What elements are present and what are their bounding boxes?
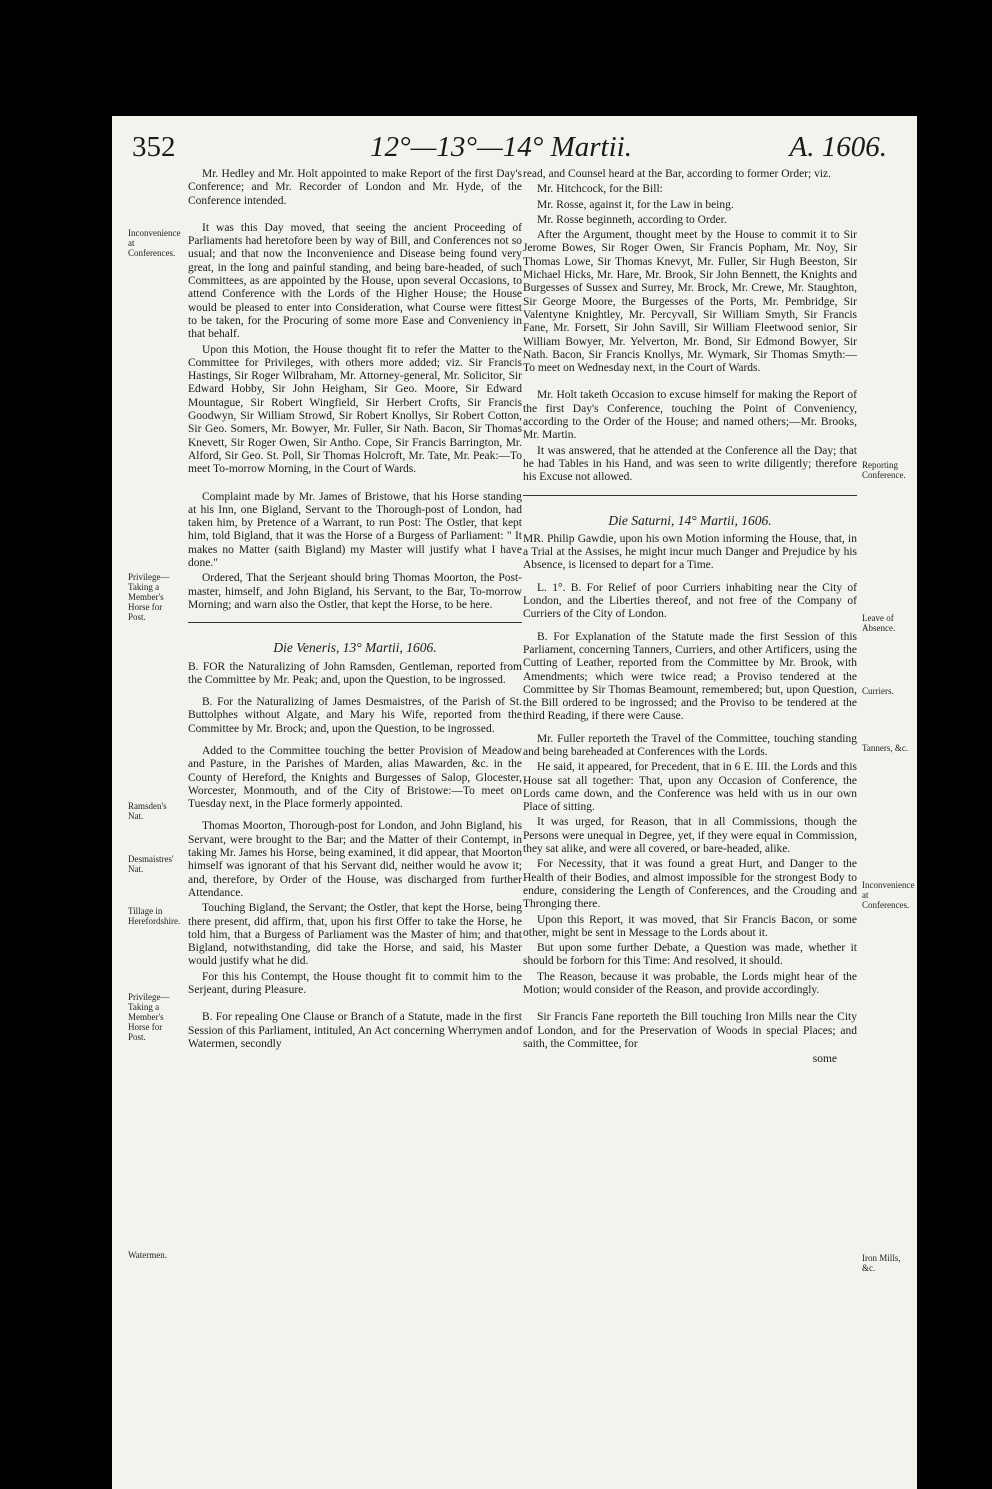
paragraph: Added to the Committee touching the better Provision of Meadow and Pasture, in the Parishes of Marden, alias Mawarden, &c. in the County of Hereford, the Knights and Burgesses of Salop, Glocester, Worcester, Monmouth, and of the City of Bristowe:—To meet on Tuesday next, in the Place formerly appointed.: [188, 744, 522, 811]
margin-note: Privilege—Taking a Member's Horse for Post.: [128, 572, 170, 622]
paragraph: Mr. Hitchcock, for the Bill:: [537, 183, 663, 196]
margin-note: Curriers.: [862, 686, 894, 696]
margin-note: Privilege—Taking a Member's Horse for Post.: [128, 992, 170, 1042]
paragraph: But upon some further Debate, a Question was made, whether it should be forborn for this Time: And resolved, it should.: [523, 942, 857, 968]
paragraph: He said, it appeared, for Precedent, that in 6 E. III. the Lords and this House sat all together: That, upon any Occasion of Conference, the Lords came down, and the Conference was held with us in our own Place of sitting.: [523, 761, 857, 814]
paragraph: B. For Explanation of the Statute made the first Session of this Parliament, concerning Tanners, Curriers, and other Artificers, using the Cutting of Leather, reported from the Committee by Mr. Brook, with Amendments; which were twice read; a Proviso tendered at the Committee by Sir Thomas Beamount, remembered; but, upon Question, the Bill ordered to be ingrossed; and the Proviso to be tendered at the third Reading, if there were Cause.: [523, 630, 857, 723]
journal-page: [112, 116, 917, 1489]
paragraph: For Necessity, that it was found a great Hurt, and Danger to the Health of their Bodies, and almost impossible for the strongest Body to endure, considering the Length of Conferences, and the Crouding and Thronging there.: [523, 858, 857, 911]
margin-note: Ramsden's Nat.: [128, 801, 167, 821]
paragraph: B. FOR the Naturalizing of John Ramsden, Gentleman, reported from the Committee by Mr. Peak; and, upon the Question, to be ingrossed.: [188, 660, 522, 686]
paragraph: Ordered, That the Serjeant should bring Thomas Moorton, the Post-master, himself, and John Bigland, his Servant, to the Bar, To-morrow Morning; and warn also the Ostler, that kept the Horse, to be here.: [188, 572, 522, 611]
page-header: [132, 130, 887, 164]
paragraph: Sir Francis Fane reporteth the Bill touching Iron Mills near the City of London, and for the Preservation of Woods in special Places; and saith, the Committee, for: [523, 1011, 857, 1050]
paragraph: It was answered, that he attended at the Conference all the Day; that he had Tables in his Hand, and was seen to write diligently; therefore his Excuse not allowed.: [523, 444, 857, 484]
paragraph: Mr. Fuller reporteth the Travel of the Committee, touching standing and being bareheaded at Conferences with the Lords.: [523, 732, 857, 758]
margin-note: Tillage in Herefordshire.: [128, 906, 181, 926]
day-heading: Die Veneris, 13° Martii, 1606.: [273, 640, 437, 656]
paragraph: Complaint made by Mr. James of Bristowe, that his Horse standing at his Inn, one Bigland, Servant to the Thorough-post of London, had taken him, by Pretence of a Warrant, to run Post: The Ostler, that kept him, told Bigland, that it was the Horse of a Burgess of Parliament: " It makes no Matter (saith Bigland) my Master will justify what I have done.": [188, 490, 522, 570]
paragraph: B. For the Naturalizing of James Desmaistres, of the Parish of St. Buttolphes without Algate, and Mary his Wife, reported from the Committee by Mr. Brock; and, upon the Question, to be ingrossed.: [188, 696, 522, 735]
right-column: [523, 168, 857, 1067]
paragraph: Mr. Hedley and Mr. Holt appointed to make Report of the first Day's Conference; and Mr. Recorder of London and Mr. Hyde, of the Conference intended.: [188, 168, 522, 207]
paragraph: Mr. Rosse beginneth, according to Order.: [537, 213, 727, 226]
margin-note: Inconvenience at Conferences.: [128, 228, 181, 258]
margin-note: Desmaistres' Nat.: [128, 854, 174, 874]
paragraph: Mr. Holt taketh Occasion to excuse himself for making the Report of the first Day's Conference, touching the Point of Conveniency, according to the Order of the House; and named others;—Mr. Brooks, Mr. Martin.: [523, 389, 857, 442]
paragraph: Upon this Report, it was moved, that Sir Francis Bacon, or some other, might be sent in Message to the Lords about it.: [523, 913, 857, 939]
paragraph: Thomas Moorton, Thorough-post for London, and John Bigland, his Servant, were brought to the Bar; and the Matter of their Contempt, in taking Mr. James his Horse, being examined, it did appear, that Moorton himself was ignorant of that his Servant did, neither would he avow it; and, therefore, by Order of the House, was discharged from further Attendance.: [188, 820, 522, 899]
section-divider: [523, 495, 857, 496]
page-number: 352: [132, 131, 176, 163]
margin-note: Reporting Conference.: [862, 460, 906, 480]
paragraph: It was urged, for Reason, that in all Commissions, though the Persons were unequal in Degree, yet, if they were equal in Commission, they sat alike, and were all covered, or bare-headed, alike.: [523, 816, 857, 856]
paragraph: After the Argument, thought meet by the House to commit it to Sir Jerome Bowes, Sir Roger Owen, Sir Francis Popham, Mr. Noy, Sir Thomas Lowe, Sir Thomas Knevyt, Mr. Fuller, Sir Hugh Beeston, Sir Michael Hicks, Mr. Hare, Mr. Brook, Sir John Bennett, the Knights and Burgesses of Sussex and Surrey, Mr. Brock, Mr. Crewe, Mr. Staughton, Sir George Moore, the Burgesses of the Ports, Mr. Pembridge, Sir Valentyne Knightley, Mr. Percyvall, Sir William Smyth, Sir Francis Fane, Mr. Forsett, Sir John Savill, Sir William Fleetwood senior, Sir William Bowyer, Mr. Yelverton, Mr. Bond, Sir Edmond Bowyer, Sir Nath. Bacon, Sir Francis Knollys, Mr. Wymark, Sir Thomas Smyth:—To meet on Wednesday next, in the Court of Wards.: [523, 229, 857, 375]
margin-note: Watermen.: [128, 1250, 168, 1260]
margin-note: Iron Mills, &c.: [862, 1253, 901, 1273]
paragraph: L. 1°. B. For Relief of poor Curriers inhabiting near the City of London, and the Liberties thereof, and not free of the Company of Curriers of the City of London.: [523, 581, 857, 621]
day-heading: Die Saturni, 14° Martii, 1606.: [608, 512, 772, 528]
header-date: 12°—13°—14° Martii.: [370, 131, 632, 163]
paragraph: It was this Day moved, that seeing the ancient Proceeding of Parliaments had heretofore been by way of Bill, and Conferences not so usual; and that now the Inconvenience and Disease being found very great, in the long and painful standing, and being bare-headed, of such Committees, as are appointed by the House, upon several Occasions, to attend Conference with the Lords of the Higher House; the House would be pleased to enter into Consideration, what Course were fittest to be taken, for the Procuring of some more Ease and Conveniency in that behalf.: [188, 221, 522, 341]
paragraph: Touching Bigland, the Servant; the Ostler, that kept the Horse, being there present, did affirm, that, upon his first Offer to take the Horse, he told him, that a Burgess of Parliament was the Master of him; and that Bigland, notwithstanding, did take the Horse, and said, his Master would justify what he did.: [188, 902, 522, 968]
margin-note: Tanners, &c.: [862, 743, 909, 753]
paragraph: Mr. Rosse, against it, for the Law in being.: [537, 198, 734, 211]
section-divider: [188, 622, 522, 623]
margin-note: Inconvenience at Conferences.: [862, 880, 915, 910]
paragraph: read, and Counsel heard at the Bar, according to former Order; viz.: [523, 168, 832, 180]
catchword: some: [812, 1053, 837, 1066]
paragraph: The Reason, because it was probable, the Lords might hear of the Motion; would consider of the Reason, and provide accordingly.: [523, 970, 857, 997]
paragraph: MR. Philip Gawdie, upon his own Motion informing the House, that, in a Trial at the Assises, he might incur much Danger and Prejudice by his Absence, is licensed to depart for a Time.: [523, 532, 857, 572]
margin-note: Leave of Absence.: [862, 613, 896, 633]
paragraph: B. For repealing One Clause or Branch of a Statute, made in the first Session of this Parliament, intituled, An Act concerning Wherrymen and Watermen, secondly: [188, 1011, 522, 1050]
left-column: [188, 168, 522, 1053]
paragraph: For this his Contempt, the House thought fit to commit him to the Serjeant, during Pleasure.: [188, 970, 522, 997]
paragraph: Upon this Motion, the House thought fit to refer the Matter to the Committee for Privileges, with others more added; viz. Sir Francis Hastings, Sir Roger Wilbraham, Mr. Attorney-general, Mr. Solicitor, Sir Edward Hobby, Sir John Heigham, Sir Geo. Moore, Sir Edward Mountague, Sir Robert Wingfield, Sir Herbert Crofts, Sir Francis Goodwyn, Sir William Strowd, Sir Robert Knollys, Sir Robert Cotton, Sir Geo. Somers, Mr. Bowyer, Mr. Fuller, Sir Nath. Bacon, Sir Thomas Knevett, Sir Roger Owen, Sir Antho. Cope, Sir Francis Barrington, Mr. Alford, Sir Geo. St. Poll, Sir Thomas Holcroft, Mr. Tate, Mr. Peak:—To meet To-morrow Morning, in the Court of Wards.: [188, 343, 522, 476]
header-year: A. 1606.: [789, 131, 887, 163]
